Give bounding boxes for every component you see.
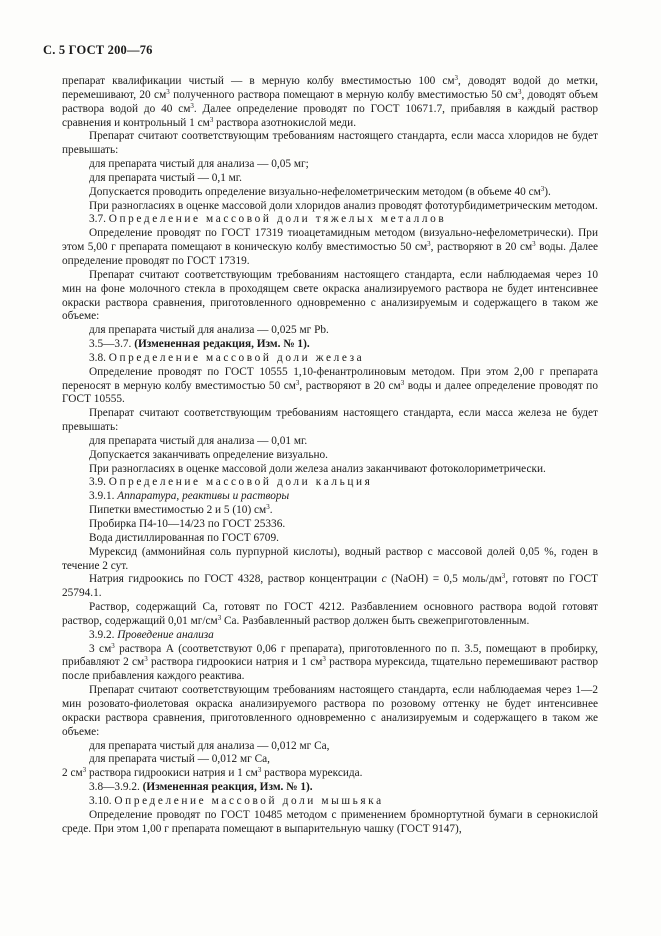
text-run: Определение массовой доли мышьяка — [114, 794, 384, 807]
text-run: 3.5—3.7. — [89, 338, 135, 351]
text-run: Пипетки вместимостью 2 и 5 (10) см — [89, 504, 267, 517]
page-header: С. 5 ГОСТ 200—76 — [43, 43, 153, 57]
superscript: 3 — [501, 572, 506, 581]
paragraph — [62, 158, 598, 172]
text-run: Вода дистиллированная по ГОСТ 6709. — [89, 531, 279, 544]
superscript: 3 — [532, 240, 536, 249]
paragraph — [62, 227, 598, 269]
text-run: 2 см — [62, 767, 83, 780]
paragraph — [62, 518, 598, 532]
text-run: 3.10. — [89, 794, 115, 807]
text-run: для препарата чистый для анализа — 0,012 мг Са, — [89, 739, 330, 752]
text-run: Определение массовой доли кальция — [108, 476, 373, 489]
text-run: для препарата чистый для анализа — 0,025 мг Pb. — [89, 324, 329, 337]
text-run: препарат квалификации чистый — в мерную колбу вместимостью 100 см — [62, 75, 455, 87]
paragraph — [62, 643, 598, 685]
text-run: раствора А (соответствуют 0,06 г препарата), приготовленного по п. 3.5, помещают в пробирку, прибавляют 2 см — [62, 642, 598, 669]
text-run: Проведение анализа — [117, 628, 214, 641]
text-run: Пробирка П4-10—14/23 по ГОСТ 25336. — [89, 518, 286, 530]
text-run: , доводят водой до метки, перемешивают, 20 см — [62, 75, 599, 101]
superscript: 3 — [257, 766, 262, 775]
paragraph — [62, 366, 598, 408]
text-run: раствора мурексида. — [261, 767, 363, 780]
text-run: воды и далее определение проводят по ГОСТ 10555. — [62, 379, 598, 406]
text-run: 3 см — [89, 642, 112, 655]
text-run: 3.8. — [89, 351, 109, 364]
text-run: При разногласиях в оценке массовой доли железа анализ заканчивают фотоколориметрически. — [89, 462, 546, 475]
text-run: Допускается заканчивать определение визуально. — [89, 448, 328, 461]
paragraph — [62, 740, 598, 754]
superscript: 3 — [209, 115, 214, 124]
paragraph — [62, 186, 598, 200]
superscript: 3 — [295, 378, 300, 387]
text-run: 3.8—3.9.2. — [89, 781, 143, 794]
text-run: Аппаратура, реактивы и растворы — [117, 490, 290, 503]
paragraph — [62, 213, 598, 227]
text-run: Препарат считают соответствующим требованиям настоящего стандарта, если масса железа не будет превышать: — [62, 407, 598, 434]
paragraph — [62, 781, 598, 795]
text-run: Определение массовой доли железа — [108, 351, 365, 364]
text-run: , растворяют в 20 см — [299, 379, 401, 392]
paragraph — [62, 75, 598, 130]
superscript: 3 — [427, 240, 431, 249]
superscript: 3 — [454, 74, 459, 82]
paragraph — [62, 601, 598, 629]
text-run: Препарат считают соответствующим требованиям настоящего стандарта, если наблюдаемая через 1—2 мин розовато-фиолетовая окраска анализируемого раствора по розовому оттенку не будет интенсивнее окраски раствора сравнения, приготовленного одновременно с анализируемым и содержащего в таком же объеме: — [62, 684, 598, 738]
superscript: 3 — [82, 766, 87, 775]
text-run: ). — [544, 185, 551, 198]
text-run: раствора гидроокиси натрия и 1 см — [86, 767, 258, 780]
text-run: , доводят объем раствора водой до 40 см — [62, 88, 598, 115]
paragraph — [62, 324, 598, 338]
paragraph — [62, 684, 598, 739]
text-run: 3.7. — [89, 213, 109, 226]
text-run: для препарата чистый — 0,1 мг. — [89, 171, 242, 184]
text-run: Раствор, содержащий Са, готовят по ГОСТ 4212. Разбавлением основного раствора водой готовят раствор, содержащий 0,01 мг/см — [62, 601, 598, 627]
text-run: для препарата чистый — 0,012 мг Са, — [89, 753, 270, 766]
text-run: раствора азотнокислой меди. — [213, 116, 357, 129]
text-run: При разногласиях в оценке массовой доли хлоридов анализ проводят фототурбидиметрическим методом. — [89, 199, 598, 212]
text-run: , растворяют в 20 см — [430, 241, 533, 254]
paragraph — [62, 809, 598, 837]
superscript: 3 — [517, 87, 522, 96]
text-run: Определение проводят по ГОСТ 17319 тиоацетамидным методом (визуально-нефелометрически). При этом 5,00 г препарата помещают в коническую колбу вместимостью 50 см — [62, 227, 598, 254]
text-run: (NaOH) = 0,5 моль/дм — [386, 573, 502, 586]
text-run: c — [381, 573, 387, 586]
text-run: Мурексид (аммонийная соль пурпурной кислоты), водный раствор с массовой долей 0,05 %, годен в течение 2 сут. — [62, 545, 598, 572]
superscript: 3 — [540, 184, 545, 193]
paragraph — [62, 753, 598, 767]
text-run: 3.9. — [89, 476, 109, 489]
paragraph — [62, 490, 598, 504]
superscript: 3 — [217, 613, 222, 622]
superscript: 3 — [400, 378, 405, 387]
superscript: 3 — [111, 641, 115, 650]
text-run: Препарат считают соответствующим требованиям настоящего стандарта, если наблюдаемая через 10 мин на фоне молочного стекла в проходящем свете окраска анализируемого раствора не будет интенсивнее окраски раствора сравнения, приготовленного одновременно с анализируемым и содержащего в таком же объеме: — [62, 268, 598, 323]
text-run: (Измененная реакция, Изм. № 1). — [142, 781, 313, 794]
superscript: 3 — [266, 503, 270, 512]
paragraph — [62, 573, 598, 601]
text-run: воды. Далее определение проводят по ГОСТ 17319. — [62, 241, 598, 267]
paragraph — [62, 407, 598, 435]
text-run: Препарат считают соответствующим требованиям настоящего стандарта, если масса хлоридов не будет превышать: — [62, 130, 598, 157]
text-run: полученного раствора помещают в мерную колбу вместимостью 50 см — [169, 88, 518, 101]
text-run: 3.9.1. — [89, 490, 118, 503]
text-run: для препарата чистый для анализа — 0,05 мг; — [89, 158, 309, 171]
text-run: Натрия гидроокись по ГОСТ 4328, раствор концентрации — [89, 573, 382, 586]
paragraph — [62, 795, 598, 809]
paragraph — [62, 532, 598, 546]
superscript: 3 — [166, 87, 170, 96]
superscript: 3 — [190, 101, 194, 110]
text-run: . Далее определение проводят по ГОСТ 10671.7, прибавляя в каждый раствор сравнения и контрольный 1 см — [62, 102, 598, 129]
superscript: 3 — [322, 655, 326, 664]
text-run: . — [269, 504, 273, 517]
paragraph — [62, 629, 598, 643]
superscript: 3 — [144, 655, 148, 664]
paragraph — [62, 338, 598, 352]
text-run: раствора мурексида, тщательно перемешивают раствор после прибавления каждого реактива. — [62, 656, 598, 683]
paragraph — [62, 435, 598, 449]
text-run: Определение проводят по ГОСТ 10485 методом с применением бромнортутной бумаги в сернокислой среде. При этом 1,00 г препарата помещают в выпарительную чашку (ГОСТ 9147), — [62, 808, 598, 835]
paragraph — [62, 352, 598, 366]
paragraph — [62, 504, 598, 518]
text-run: , готовят по ГОСТ 25794.1. — [62, 573, 598, 600]
paragraph — [62, 463, 598, 477]
text-run: (Измененная редакция, Изм. № 1). — [134, 338, 310, 351]
document-body — [62, 75, 598, 836]
paragraph — [62, 200, 598, 214]
text-run: раствора гидроокиси натрия и 1 см — [147, 656, 323, 669]
paragraph — [62, 767, 598, 781]
text-run: Определение массовой доли тяжелых металлов — [108, 213, 447, 226]
paragraph — [62, 476, 598, 490]
text-run: для препарата чистый для анализа — 0,01 мг. — [89, 434, 308, 447]
paragraph — [62, 546, 598, 574]
text-run: Допускается проводить определение визуально-нефелометрическим методом (в объеме 40 см — [89, 185, 541, 198]
text-run: Определение проводят по ГОСТ 10555 1,10-фенантролиновым методом. При этом 2,00 г препарата переносят в мерную колбу вместимостью 50 см — [62, 365, 598, 392]
paragraph — [62, 449, 598, 463]
text-run: Са. Разбавленный раствор должен быть свежеприготовленным. — [221, 614, 530, 627]
paragraph — [62, 130, 598, 158]
text-run: 3.9.2. — [89, 628, 118, 641]
paragraph — [62, 172, 598, 186]
paragraph — [62, 269, 598, 324]
